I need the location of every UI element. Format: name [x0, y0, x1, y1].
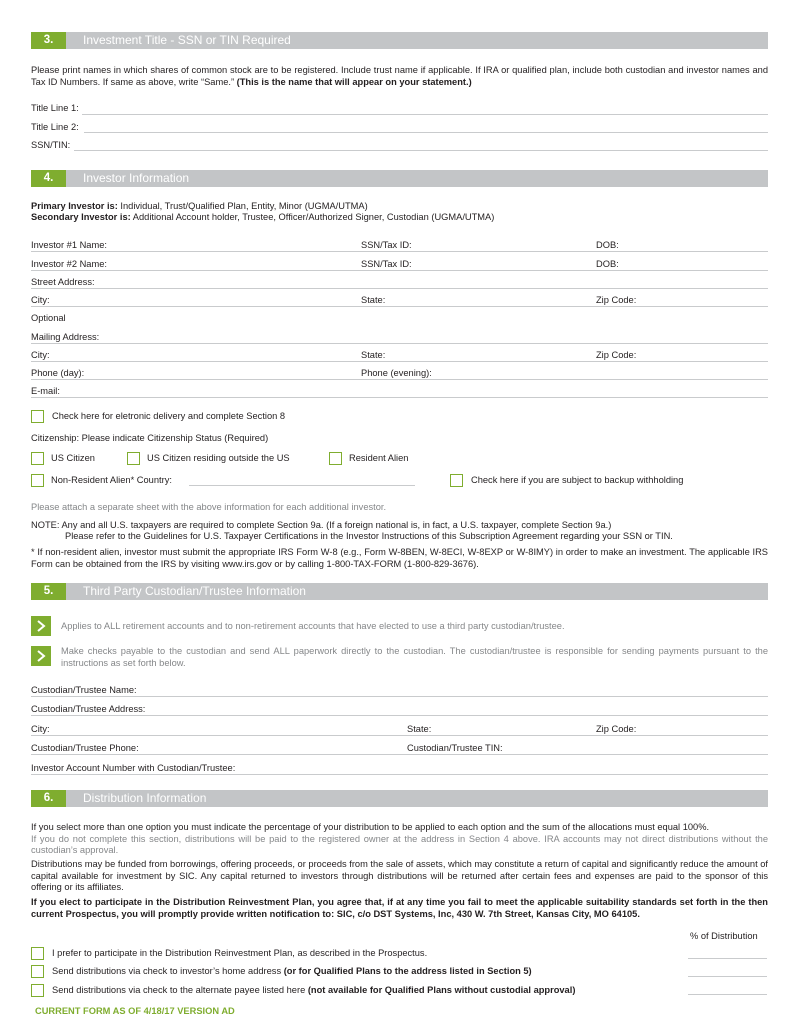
home-address-pct-field[interactable] — [688, 976, 767, 977]
electronic-delivery-label: Check here for eletronic delivery and complete Section 8 — [52, 411, 286, 421]
note-line-1: NOTE: Any and all U.S. taxpayers are required to complete Section 9a. (If a foreign national is, in fact, a U.S. taxpayer, complete Section 9a.) — [31, 520, 612, 530]
email-field[interactable] — [31, 397, 768, 398]
us-citizen-checkbox[interactable] — [31, 452, 44, 465]
us-citizen-outside-label: US Citizen residing outside the US — [147, 453, 290, 463]
country-field[interactable] — [189, 485, 415, 486]
optional-label: Optional — [31, 313, 66, 323]
investor2-row-field[interactable] — [31, 270, 768, 271]
zip-code-label: Zip Code: — [596, 295, 637, 305]
reinvestment-pct-field[interactable] — [688, 958, 767, 959]
backup-withholding-checkbox[interactable] — [450, 474, 463, 487]
custodian-city-state-zip-field[interactable] — [31, 735, 768, 736]
ssn-tin-label: SSN/TIN: — [31, 140, 71, 150]
section-number: 6. — [31, 790, 66, 807]
custodian-name-field[interactable] — [31, 696, 768, 697]
custodian-phone-label: Custodian/Trustee Phone: — [31, 743, 139, 753]
secondary-investor-note: Secondary Investor is: Additional Account holder, Trustee, Officer/Authorized Signer, Custodian (UGMA/UTMA) — [31, 212, 495, 222]
section-title: Distribution Information — [83, 791, 207, 805]
distribution-para-2: Distributions may be funded from borrowings, offering proceeds, or proceeds from the sale of assets, which may constitute a return of capital and significantly reduce the amount of capital available for investment by SIC. Any capital returned to investors through distributions will be returned after certain fees and expenses are paid to the sponsor of this offering or its affiliates. — [31, 859, 768, 892]
section-title: Investor Information — [83, 171, 190, 185]
distribution-para-3: If you elect to participate in the Distribution Reinvestment Plan, you agree that, if at any time you fail to meet the applicable suitability standards set forth in the then current Prospectus, you will promptly provide written notification to: SIC, c/o DST Systems, Inc, 430 W. 7th Street, Kansas City, MO 64105. — [31, 897, 768, 919]
alternate-payee-checkbox[interactable] — [31, 984, 44, 997]
citizenship-label: Citizenship: Please indicate Citizenship Status (Required) — [31, 433, 269, 443]
note-line-2: Please refer to the Guidelines for U.S. Taxpayer Certifications in the Investor Instructions of this Subscription Agreement regarding your SSN or TIN. — [65, 531, 673, 541]
alternate-payee-label: Send distributions via check to the alternate payee listed here (not available for Qualified Plans without custodial approval) — [52, 985, 576, 995]
phone-evening-label: Phone (evening): — [361, 368, 432, 378]
phone-day-label: Phone (day): — [31, 368, 85, 378]
section-number: 3. — [31, 32, 66, 49]
investor2-dob-label: DOB: — [596, 259, 619, 269]
home-address-label: Send distributions via check to investor’s home address (or for Qualified Plans to the address listed in Section 5) — [52, 966, 532, 976]
section-title: Investment Title - SSN or TIN Required — [83, 33, 291, 47]
mailing-city-state-zip-field[interactable] — [31, 361, 768, 362]
investor2-name-label: Investor #2 Name: — [31, 259, 107, 269]
street-address-label: Street Address: — [31, 277, 95, 287]
investor1-name-label: Investor #1 Name: — [31, 240, 107, 250]
section-number: 4. — [31, 170, 66, 187]
backup-withholding-label: Check here if you are subject to backup withholding — [471, 475, 684, 485]
non-resident-alien-label: Non-Resident Alien* Country: — [51, 475, 172, 485]
city-label: City: — [31, 295, 50, 305]
home-address-checkbox[interactable] — [31, 965, 44, 978]
alternate-payee-pct-field[interactable] — [688, 994, 767, 995]
custodian-zip-label: Zip Code: — [596, 724, 637, 734]
section-3-intro: Please print names in which shares of common stock are to be registered. Include trust name if applicable. If IRA or qualified plan, include both custodian and investor names and Tax ID Numbers. If same as above, write “Same.” (This is the name that will appear on your statement.) — [31, 65, 768, 87]
non-resident-note: * If non-resident alien, investor must submit the appropriate IRS Form W-8 (e.g., Form W-8BEN, W-8ECI, W-8EXP or W-8IMY) in order to make an investment. The applicable IRS Form can be obtained from the IRS by visiting www.irs.gov or by calling 1-800-TAX-FORM (1-800-829-3676). — [31, 547, 768, 569]
reinvestment-plan-label: I prefer to participate in the Distribution Reinvestment Plan, as described in the Prospectus. — [52, 948, 428, 958]
primary-investor-note: Primary Investor is: Individual, Trust/Qualified Plan, Entity, Minor (UGMA/UTMA) — [31, 201, 368, 211]
section-5-header — [31, 583, 768, 600]
distribution-para-1: If you select more than one option you must indicate the percentage of your distribution to be applied to each option and the sum of the allocations must equal 100%. If you do not complete this section, distributions will be paid to the registered owner at the address in Section 4 above. IRA accounts may not direct distributions without the custodian’s approval. — [31, 822, 768, 855]
section-title: Third Party Custodian/Trustee Information — [83, 584, 306, 598]
investor-account-label: Investor Account Number with Custodian/Trustee: — [31, 763, 236, 773]
title-line-2-field[interactable] — [84, 132, 768, 133]
custodian-state-label: State: — [407, 724, 432, 734]
form-version-footer: CURRENT FORM AS OF 4/18/17 VERSION AD — [35, 1006, 235, 1016]
email-label: E-mail: — [31, 386, 60, 396]
custodian-city-label: City: — [31, 724, 50, 734]
investor1-ssn-label: SSN/Tax ID: — [361, 240, 412, 250]
custodian-phone-tin-field[interactable] — [31, 754, 768, 755]
us-citizen-label: US Citizen — [51, 453, 95, 463]
investor1-dob-label: DOB: — [596, 240, 619, 250]
investor2-ssn-label: SSN/Tax ID: — [361, 259, 412, 269]
chevron-right-icon — [31, 646, 51, 666]
phone-field[interactable] — [31, 379, 768, 380]
electronic-delivery-checkbox[interactable] — [31, 410, 44, 423]
mailing-zip-label: Zip Code: — [596, 350, 637, 360]
mailing-city-label: City: — [31, 350, 50, 360]
attach-sheet-note: Please attach a separate sheet with the above information for each additional investor. — [31, 502, 387, 512]
mailing-address-field[interactable] — [31, 343, 768, 344]
custodian-address-field[interactable] — [31, 715, 768, 716]
non-resident-alien-checkbox[interactable] — [31, 474, 44, 487]
custodian-bullet-2: Make checks payable to the custodian and send ALL paperwork directly to the custodian. The custodian/trustee is responsible for sending payments pursuant to the instructions as set forth below. — [61, 646, 768, 668]
street-address-field[interactable] — [31, 288, 768, 289]
reinvestment-plan-checkbox[interactable] — [31, 947, 44, 960]
investor1-row-field[interactable] — [31, 251, 768, 252]
custodian-bullet-1: Applies to ALL retirement accounts and to non-retirement accounts that have elected to use a third party custodian/trustee. — [61, 621, 565, 631]
title-line-1-label: Title Line 1: — [31, 103, 79, 113]
section-number: 5. — [31, 583, 66, 600]
custodian-address-label: Custodian/Trustee Address: — [31, 704, 146, 714]
custodian-tin-label: Custodian/Trustee TIN: — [407, 743, 503, 753]
city-state-zip-field[interactable] — [31, 306, 768, 307]
pct-distribution-header: % of Distribution — [690, 931, 758, 941]
ssn-tin-field[interactable] — [74, 150, 768, 151]
chevron-right-icon — [31, 616, 51, 636]
resident-alien-checkbox[interactable] — [329, 452, 342, 465]
section-3-header — [31, 32, 768, 49]
section-6-header — [31, 790, 768, 807]
custodian-name-label: Custodian/Trustee Name: — [31, 685, 137, 695]
title-line-2-label: Title Line 2: — [31, 122, 79, 132]
investor-account-field[interactable] — [31, 774, 768, 775]
resident-alien-label: Resident Alien — [349, 453, 409, 463]
us-citizen-outside-checkbox[interactable] — [127, 452, 140, 465]
section-4-header — [31, 170, 768, 187]
mailing-state-label: State: — [361, 350, 386, 360]
title-line-1-field[interactable] — [82, 114, 768, 115]
state-label: State: — [361, 295, 386, 305]
mailing-address-label: Mailing Address: — [31, 332, 100, 342]
